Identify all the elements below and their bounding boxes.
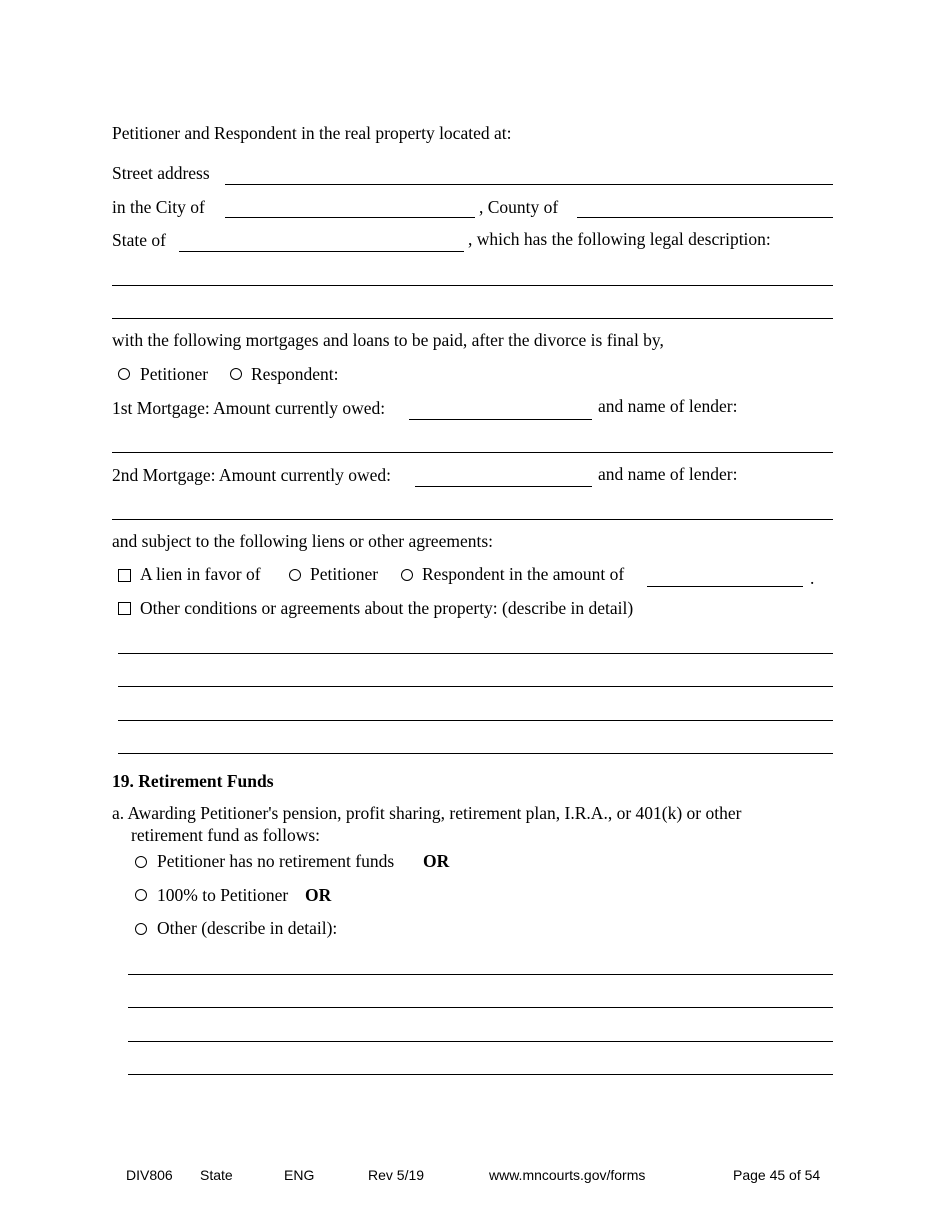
other-conditions-label: Other conditions or agreements about the property: (describe in detail)	[140, 598, 634, 618]
retirement-a-line1: a. Awarding Petitioner's pension, profit sharing, retirement plan, I.R.A., or 401(k) or other	[112, 803, 742, 823]
mortgage1-lender-field[interactable]	[112, 452, 833, 453]
liens-intro: and subject to the following liens or other agreements:	[112, 531, 494, 551]
retirement-option-none-label: Petitioner has no retirement funds	[157, 851, 395, 871]
retirement-option-none-radio[interactable]	[135, 856, 147, 868]
section-19-heading: 19. Retirement Funds	[112, 771, 274, 791]
mortgage1-lender-label: and name of lender:	[598, 396, 738, 416]
state-field[interactable]	[179, 251, 464, 252]
retirement-option-100-label: 100% to Petitioner	[157, 885, 289, 905]
lien-period: .	[810, 568, 815, 588]
footer-jurisdiction: State	[200, 1167, 233, 1183]
mortgage2-amount-field[interactable]	[415, 486, 592, 487]
retirement-other-line-4[interactable]	[128, 1074, 833, 1075]
mortgages-intro: with the following mortgages and loans to be paid, after the divorce is final by,	[112, 330, 664, 350]
other-conditions-line-4[interactable]	[118, 753, 833, 754]
retirement-a-line2: retirement fund as follows:	[131, 825, 321, 845]
street-address-field[interactable]	[225, 184, 833, 185]
other-conditions-line-3[interactable]	[118, 720, 833, 721]
street-label: Street address	[112, 163, 210, 183]
retirement-other-line-2[interactable]	[128, 1007, 833, 1008]
other-conditions-line-2[interactable]	[118, 686, 833, 687]
footer-language: ENG	[284, 1167, 315, 1183]
retirement-option-other-radio[interactable]	[135, 923, 147, 935]
lien-amount-field[interactable]	[647, 586, 803, 587]
other-conditions-line-1[interactable]	[118, 653, 833, 654]
state-label: State of	[112, 230, 166, 250]
lien-petitioner-label: Petitioner	[310, 564, 379, 584]
retirement-other-line-1[interactable]	[128, 974, 833, 975]
footer-revision: Rev 5/19	[368, 1167, 425, 1183]
city-field[interactable]	[225, 217, 475, 218]
mortgage1-amount-field[interactable]	[409, 419, 592, 420]
mortgage2-label: 2nd Mortgage: Amount currently owed:	[112, 465, 391, 485]
county-label: , County of	[479, 197, 559, 217]
lien-petitioner-radio[interactable]	[289, 569, 301, 581]
footer-form-id: DIV806	[126, 1167, 173, 1183]
footer-page-number: Page 45 of 54	[733, 1167, 821, 1183]
county-field[interactable]	[577, 217, 833, 218]
footer-url[interactable]: www.mncourts.gov/forms	[489, 1167, 646, 1183]
legal-description-label: , which has the following legal description:	[468, 229, 771, 249]
legal-description-line-1[interactable]	[112, 285, 833, 286]
retirement-or-1: OR	[423, 851, 450, 871]
legal-description-line-2[interactable]	[112, 318, 833, 319]
payer-petitioner-radio[interactable]	[118, 368, 130, 380]
mortgage2-lender-label: and name of lender:	[598, 464, 738, 484]
lien-respondent-label: Respondent in the amount of	[422, 564, 625, 584]
lien-label: A lien in favor of	[140, 564, 261, 584]
lien-respondent-radio[interactable]	[401, 569, 413, 581]
payer-petitioner-label: Petitioner	[140, 364, 209, 384]
retirement-other-line-3[interactable]	[128, 1041, 833, 1042]
other-conditions-checkbox[interactable]	[118, 602, 131, 615]
payer-respondent-radio[interactable]	[230, 368, 242, 380]
payer-respondent-label: Respondent:	[251, 364, 339, 384]
city-label: in the City of	[112, 197, 205, 217]
lien-checkbox[interactable]	[118, 569, 131, 582]
retirement-or-2: OR	[305, 885, 332, 905]
property-intro: Petitioner and Respondent in the real property located at:	[112, 123, 512, 143]
mortgage1-label: 1st Mortgage: Amount currently owed:	[112, 398, 386, 418]
mortgage2-lender-field[interactable]	[112, 519, 833, 520]
retirement-option-100-radio[interactable]	[135, 889, 147, 901]
retirement-option-other-label: Other (describe in detail):	[157, 918, 338, 938]
